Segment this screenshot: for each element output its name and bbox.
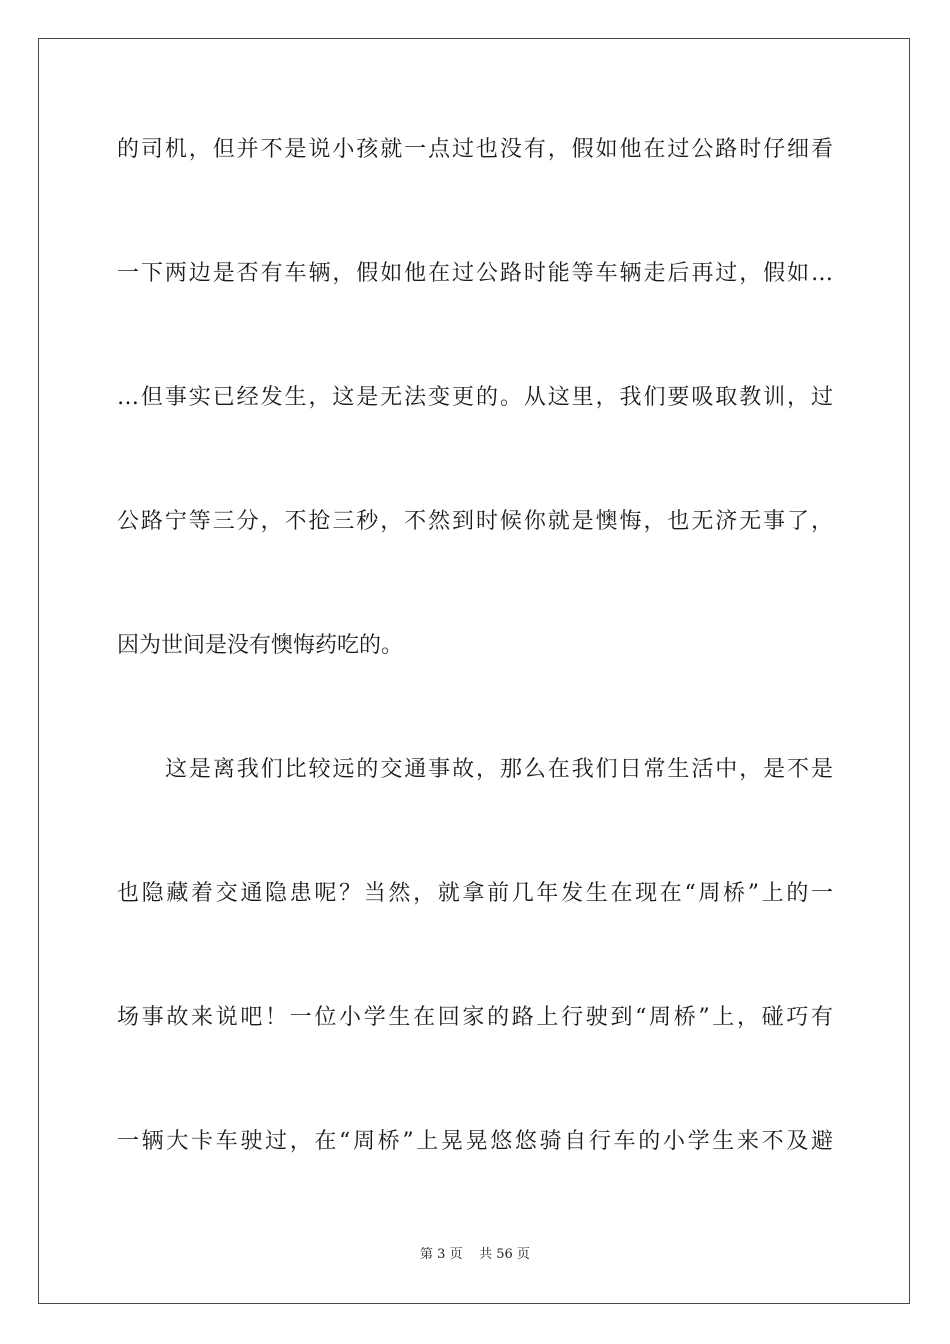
text-line: 一下两边是否有车辆，假如他在过公路时能等车辆走后再过，假如… [117, 261, 833, 286]
text-line: 因为世间是没有懊悔药吃的。 [117, 633, 404, 658]
page-border [38, 38, 910, 1304]
paragraph-first-line: 这是离我们比较远的交通事故，那么在我们日常生活中，是不是 [165, 757, 833, 782]
text-line: …但事实已经发生，这是无法变更的。从这里，我们要吸取教训，过 [117, 385, 833, 410]
text-line: 场事故来说吧！一位小学生在回家的路上行驶到“周桥”上，碰巧有 [117, 1005, 833, 1030]
text-line: 一辆大卡车驶过，在“周桥”上晃晃悠悠骑自行车的小学生来不及避 [117, 1129, 833, 1154]
page-footer [0, 1246, 950, 1264]
text-line: 公路宁等三分，不抢三秒，不然到时候你就是懊悔，也无济无事了， [117, 509, 833, 534]
text-line: 的司机，但并不是说小孩就一点过也没有，假如他在过公路时仔细看 [117, 137, 833, 162]
text-line: 也隐藏着交通隐患呢？当然，就拿前几年发生在现在“周桥”上的一 [117, 881, 833, 906]
page-total: 共 56 页 [479, 1247, 530, 1262]
page-number: 第 3 页 [420, 1247, 463, 1262]
